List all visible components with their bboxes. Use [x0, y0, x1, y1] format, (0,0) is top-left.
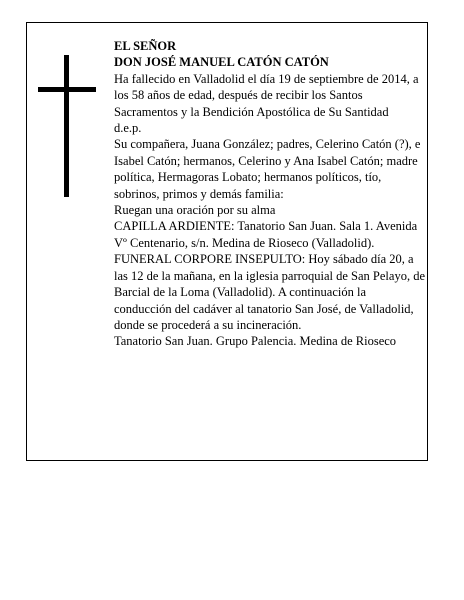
heading-title: EL SEÑOR [114, 39, 177, 53]
deceased-name: DON JOSÉ MANUEL CATÓN CATÓN [114, 55, 329, 70]
cross-icon [38, 55, 96, 197]
obituary-notice [26, 22, 428, 461]
obituary-text [114, 38, 426, 350]
cross-vertical-bar [64, 55, 69, 197]
death-announcement: Ha fallecido en Valladolid el día 19 de septiembre de 2014, a los 58 años de edad, después de recibir los Santos Sacramentos y la Bendición Apostólica de Su Santidad [114, 71, 419, 119]
cross-horizontal-bar [38, 87, 96, 92]
dep-line: d.e.p. [114, 121, 142, 136]
family-list: Su compañera, Juana González; padres, Celerino Catón (?), e Isabel Catón; hermanos, Celerino y Ana Isabel Catón; madre política, Hermagoras Lobato; hermanos políticos, tío, sobrinos, primos y demás familia: [114, 137, 421, 201]
funeral-home-info: Tanatorio San Juan. Grupo Palencia. Medina de Rioseco [114, 334, 397, 349]
funeral-info: FUNERAL CORPORE INSEPULTO: Hoy sábado día 20, a las 12 de la mañana, en la iglesia parroquial de San Pelayo, de Barcial de la Loma (Valladolid). A continuación la conducción del cadáver al tanatorio San José, de Valladolid, donde se procederá a su incineración. [114, 252, 426, 332]
prayer-request: Ruegan una oración por su alma [114, 203, 276, 218]
chapel-info: CAPILLA ARDIENTE: Tanatorio San Juan. Sala 1. Avenida Vº Centenario, s/n. Medina de Rioseco (Valladolid). [114, 219, 418, 250]
